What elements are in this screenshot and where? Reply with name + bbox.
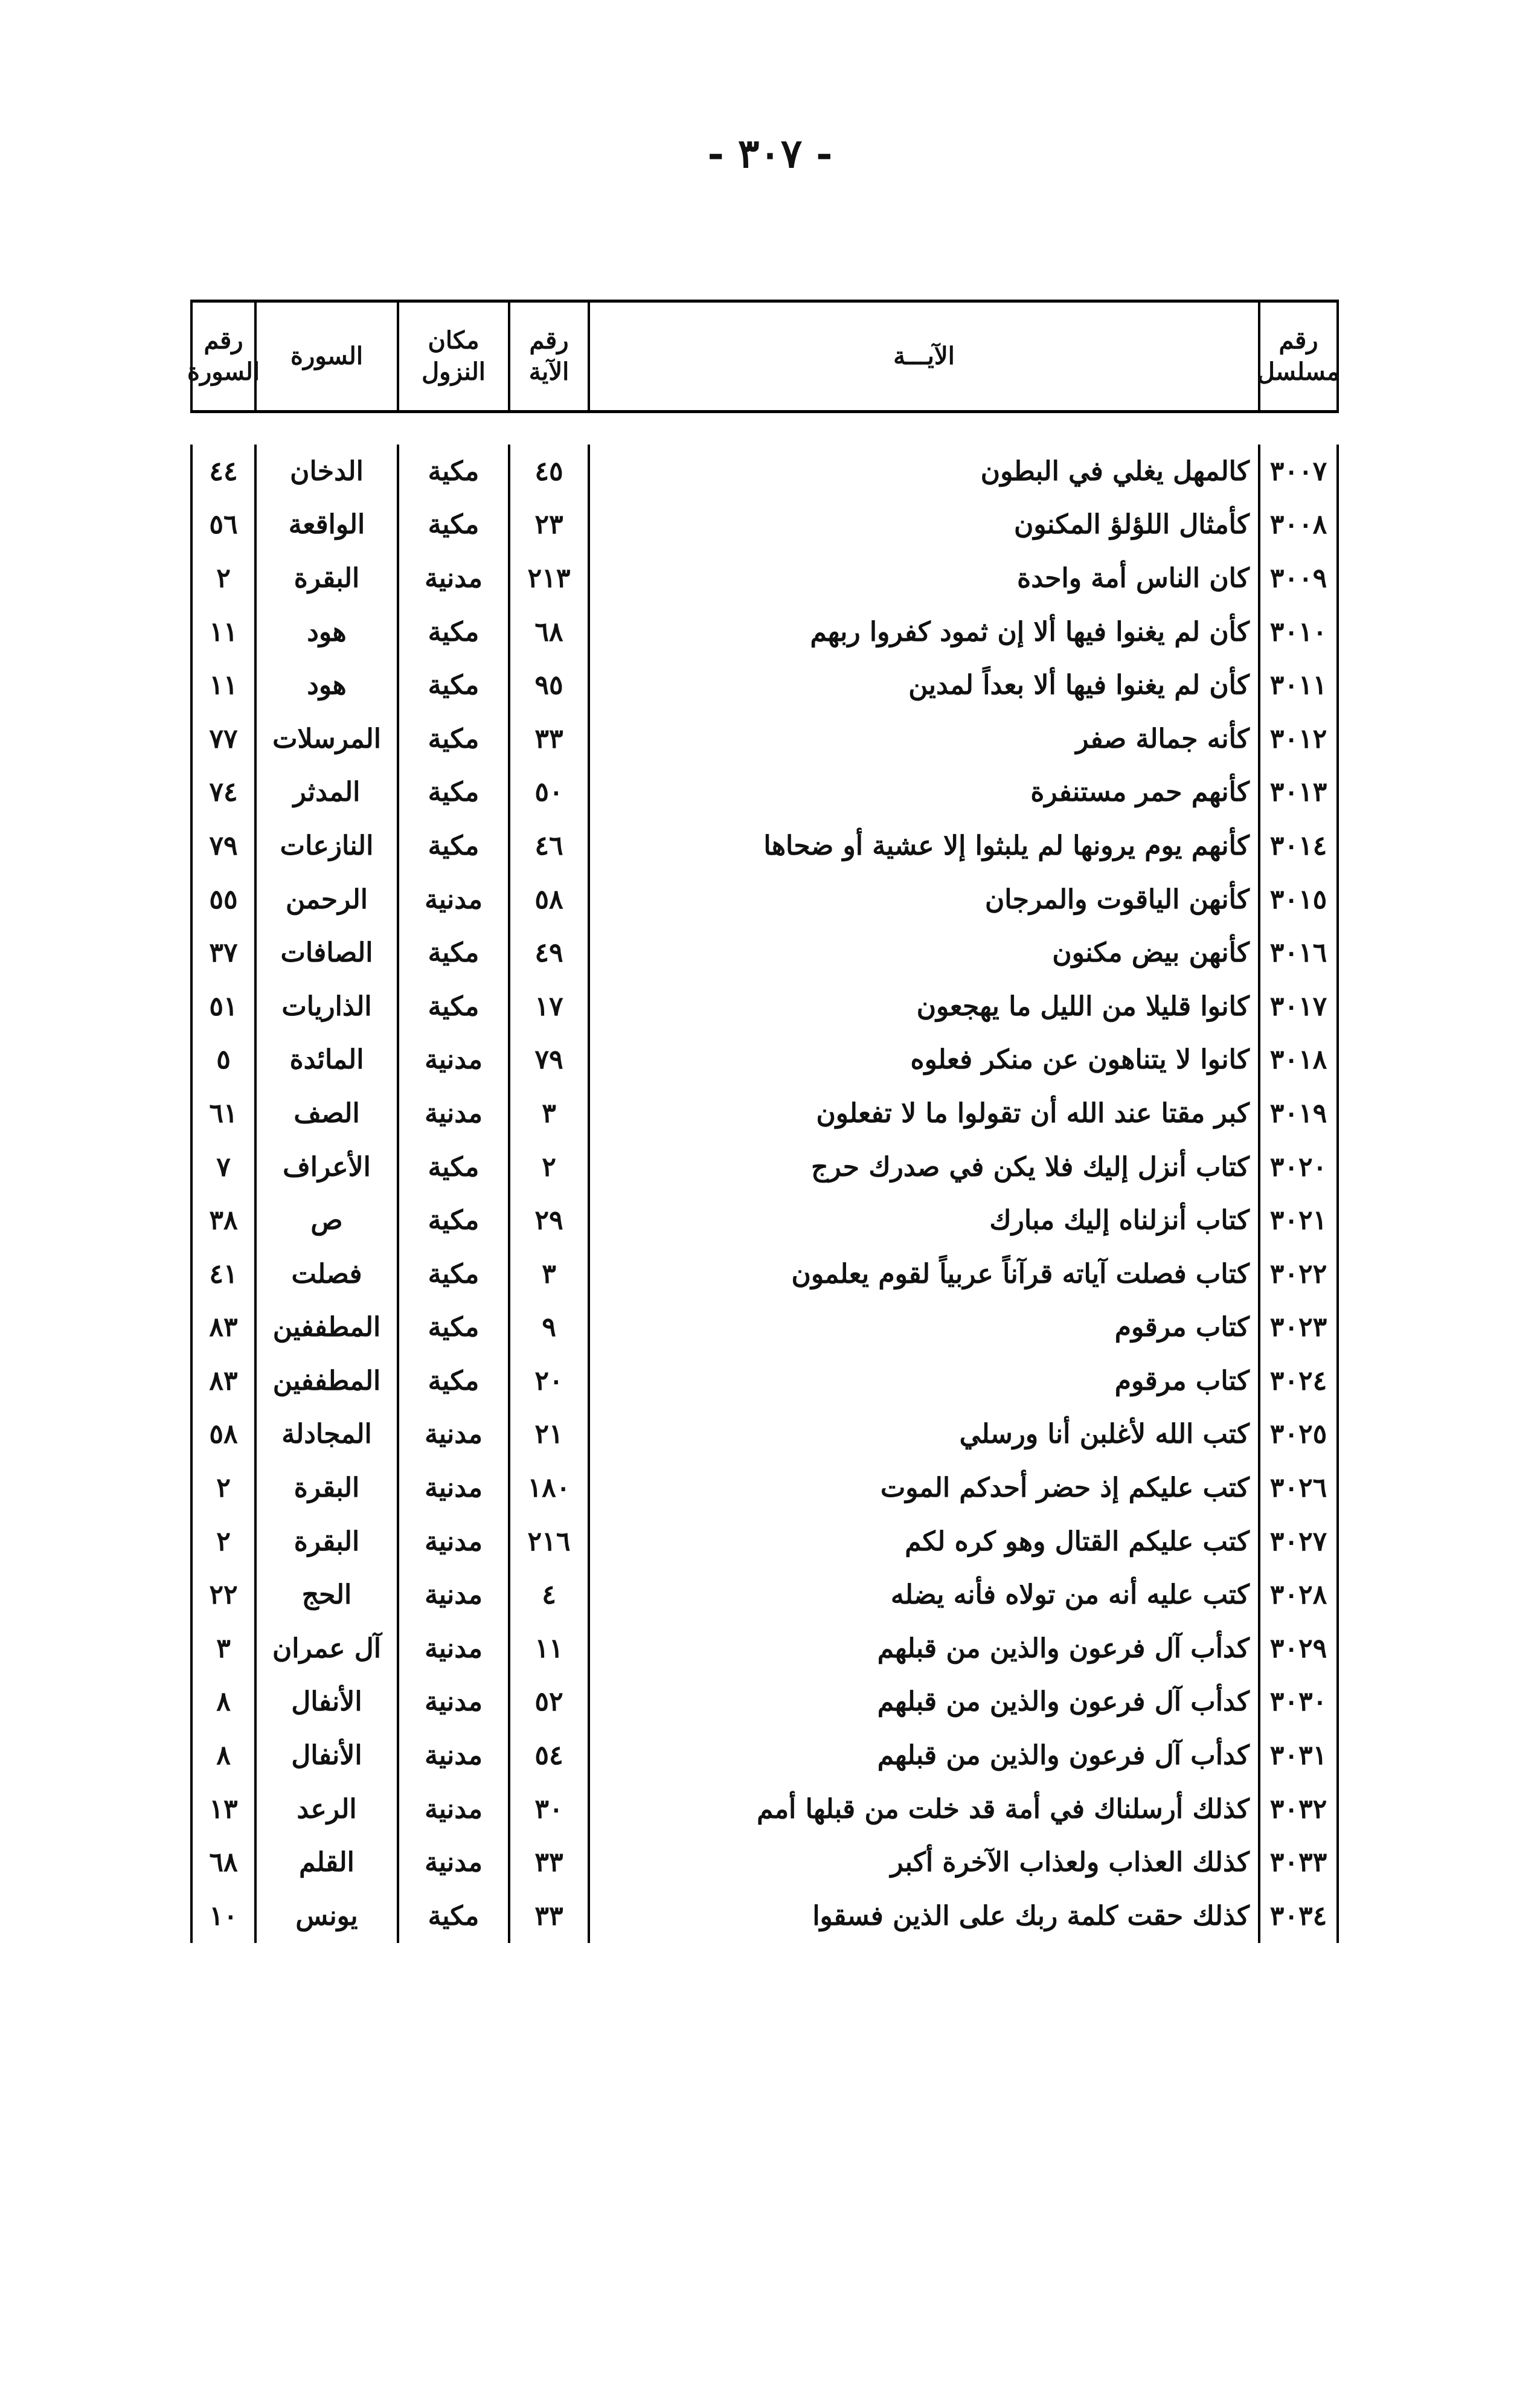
aya-number-cell: ٣ <box>508 1247 588 1301</box>
surah-number-cell: ٧٤ <box>190 766 254 820</box>
header-aya-number: رقم الآية <box>508 303 588 410</box>
verse-cell: كذلك العذاب ولعذاب الآخرة أكبر <box>588 1835 1258 1889</box>
verse-cell: كانوا لا يتناهون عن منكر فعلوه <box>588 1033 1258 1087</box>
serial-cell: ٣٠١١ <box>1258 658 1339 712</box>
revelation-place-cell: مدنية <box>397 1408 508 1462</box>
surah-number-cell: ٤١ <box>190 1247 254 1301</box>
surah-name-cell: هود <box>254 658 397 712</box>
header-verse: الآيـــة <box>588 303 1258 410</box>
table-row <box>190 1087 1339 1140</box>
table-row <box>190 873 1339 926</box>
surah-number-cell: ٨٣ <box>190 1301 254 1355</box>
serial-cell: ٣٠٢٨ <box>1258 1568 1339 1622</box>
verse-cell: كدأب آل فرعون والذين من قبلهم <box>588 1622 1258 1675</box>
table-row <box>190 980 1339 1033</box>
revelation-place-cell: مكية <box>397 605 508 659</box>
table-row <box>190 1622 1339 1675</box>
serial-cell: ٣٠٣٤ <box>1258 1889 1339 1943</box>
surah-number-cell: ١١ <box>190 658 254 712</box>
serial-cell: ٣٠٣٢ <box>1258 1782 1339 1836</box>
verse-cell: كتب عليكم القتال وهو كره لكم <box>588 1515 1258 1569</box>
aya-number-cell: ٦٨ <box>508 605 588 659</box>
surah-name-cell: الرعد <box>254 1782 397 1836</box>
surah-name-cell: الواقعة <box>254 498 397 552</box>
aya-number-cell: ٤٩ <box>508 926 588 980</box>
serial-cell: ٣٠٣٣ <box>1258 1835 1339 1889</box>
surah-name-cell: هود <box>254 605 397 659</box>
aya-number-cell: ٤٥ <box>508 445 588 498</box>
verse-cell: كدأب آل فرعون والذين من قبلهم <box>588 1675 1258 1729</box>
serial-cell: ٣٠١٢ <box>1258 712 1339 766</box>
revelation-place-cell: مكية <box>397 1354 508 1408</box>
table-row <box>190 766 1339 820</box>
serial-cell: ٣٠٢٧ <box>1258 1515 1339 1569</box>
surah-number-cell: ٦١ <box>190 1087 254 1140</box>
revelation-place-cell: مدنية <box>397 1835 508 1889</box>
table-row <box>190 1301 1339 1355</box>
serial-cell: ٣٠٠٩ <box>1258 551 1339 605</box>
verse-cell: كذلك أرسلناك في أمة قد خلت من قبلها أمم <box>588 1782 1258 1836</box>
surah-name-cell: ص <box>254 1193 397 1247</box>
revelation-place-cell: مكية <box>397 1193 508 1247</box>
surah-name-cell: الصافات <box>254 926 397 980</box>
surah-name-cell: البقرة <box>254 1461 397 1515</box>
header-surah: السورة <box>254 303 397 410</box>
table-body <box>190 413 1339 1967</box>
surah-name-cell: النازعات <box>254 819 397 873</box>
revelation-place-cell: مدنية <box>397 1729 508 1782</box>
serial-cell: ٣٠١٥ <box>1258 873 1339 926</box>
verse-cell: كأمثال اللؤلؤ المكنون <box>588 498 1258 552</box>
revelation-place-cell: مكية <box>397 1301 508 1355</box>
verse-cell: كأنهن الياقوت والمرجان <box>588 873 1258 926</box>
aya-number-cell: ٣٣ <box>508 712 588 766</box>
header-revelation-place: مكان النزول <box>397 303 508 410</box>
revelation-place-cell: مكية <box>397 766 508 820</box>
surah-name-cell: القلم <box>254 1835 397 1889</box>
verse-cell: كتب عليكم إذ حضر أحدكم الموت <box>588 1461 1258 1515</box>
revelation-place-cell: مدنية <box>397 1568 508 1622</box>
serial-cell: ٣٠٢٦ <box>1258 1461 1339 1515</box>
serial-cell: ٣٠١٧ <box>1258 980 1339 1033</box>
aya-number-cell: ٥٠ <box>508 766 588 820</box>
table-row <box>190 1889 1339 1943</box>
revelation-place-cell: مدنية <box>397 1675 508 1729</box>
surah-number-cell: ٥٨ <box>190 1408 254 1462</box>
table-row <box>190 1729 1339 1782</box>
verse-cell: كتاب أنزل إليك فلا يكن في صدرك حرج <box>588 1140 1258 1194</box>
verse-cell: كبر مقتا عند الله أن تقولوا ما لا تفعلون <box>588 1087 1258 1140</box>
surah-name-cell: فصلت <box>254 1247 397 1301</box>
surah-number-cell: ٧٩ <box>190 819 254 873</box>
serial-cell: ٣٠١٦ <box>1258 926 1339 980</box>
serial-cell: ٣٠١٤ <box>1258 819 1339 873</box>
verse-cell: كتاب مرقوم <box>588 1354 1258 1408</box>
verse-cell: كان الناس أمة واحدة <box>588 551 1258 605</box>
serial-cell: ٣٠٢١ <box>1258 1193 1339 1247</box>
revelation-place-cell: مكية <box>397 658 508 712</box>
serial-cell: ٣٠٢٠ <box>1258 1140 1339 1194</box>
verse-cell: كأنهن بيض مكنون <box>588 926 1258 980</box>
surah-name-cell: البقرة <box>254 551 397 605</box>
surah-name-cell: المطففين <box>254 1354 397 1408</box>
revelation-place-cell: مدنية <box>397 551 508 605</box>
aya-number-cell: ٢١٦ <box>508 1515 588 1569</box>
surah-name-cell: المرسلات <box>254 712 397 766</box>
table-row <box>190 1782 1339 1836</box>
verse-cell: كأنهم حمر مستنفرة <box>588 766 1258 820</box>
surah-name-cell: الأنفال <box>254 1675 397 1729</box>
table-row <box>190 1408 1339 1462</box>
revelation-place-cell: مكية <box>397 445 508 498</box>
verse-cell: كأن لم يغنوا فيها ألا بعداً لمدين <box>588 658 1258 712</box>
serial-cell: ٣٠٠٨ <box>1258 498 1339 552</box>
verse-cell: كأن لم يغنوا فيها ألا إن ثمود كفروا ربهم <box>588 605 1258 659</box>
header-surah-number: رقم السورة <box>190 303 254 410</box>
table-row <box>190 1247 1339 1301</box>
table-header <box>187 300 1340 413</box>
verse-cell: كتاب أنزلناه إليك مبارك <box>588 1193 1258 1247</box>
revelation-place-cell: مكية <box>397 498 508 552</box>
surah-number-cell: ٢ <box>190 1515 254 1569</box>
surah-number-cell: ٣٧ <box>190 926 254 980</box>
aya-number-cell: ١١ <box>508 1622 588 1675</box>
surah-number-cell: ٣٨ <box>190 1193 254 1247</box>
revelation-place-cell: مكية <box>397 712 508 766</box>
verse-cell: كتب عليه أنه من تولاه فأنه يضله <box>588 1568 1258 1622</box>
surah-name-cell: المطففين <box>254 1301 397 1355</box>
header-serial: رقم مسلسل <box>1258 303 1339 410</box>
surah-name-cell: الرحمن <box>254 873 397 926</box>
revelation-place-cell: مدنية <box>397 1782 508 1836</box>
table-row <box>190 926 1339 980</box>
aya-number-cell: ٤ <box>508 1568 588 1622</box>
surah-name-cell: الأعراف <box>254 1140 397 1194</box>
surah-number-cell: ٥٥ <box>190 873 254 926</box>
serial-cell: ٣٠٢٢ <box>1258 1247 1339 1301</box>
aya-number-cell: ٢٠ <box>508 1354 588 1408</box>
serial-cell: ٣٠٢٣ <box>1258 1301 1339 1355</box>
surah-name-cell: آل عمران <box>254 1622 397 1675</box>
verse-cell: كانوا قليلا من الليل ما يهجعون <box>588 980 1258 1033</box>
aya-number-cell: ٥٢ <box>508 1675 588 1729</box>
table-row <box>190 1193 1339 1247</box>
revelation-place-cell: مكية <box>397 1247 508 1301</box>
verse-cell: كتاب فصلت آياته قرآناً عربياً لقوم يعلمون <box>588 1247 1258 1301</box>
surah-name-cell: المدثر <box>254 766 397 820</box>
surah-number-cell: ٨ <box>190 1729 254 1782</box>
index-table <box>187 300 1340 1967</box>
verse-cell: كذلك حقت كلمة ربك على الذين فسقوا <box>588 1889 1258 1943</box>
serial-cell: ٣٠٠٧ <box>1258 445 1339 498</box>
table-row <box>190 1461 1339 1515</box>
table-row <box>190 1568 1339 1622</box>
serial-cell: ٣٠٢٩ <box>1258 1622 1339 1675</box>
surah-number-cell: ١٠ <box>190 1889 254 1943</box>
serial-cell: ٣٠٢٥ <box>1258 1408 1339 1462</box>
aya-number-cell: ٤٦ <box>508 819 588 873</box>
aya-number-cell: ١٨٠ <box>508 1461 588 1515</box>
aya-number-cell: ٢٣ <box>508 498 588 552</box>
serial-cell: ٣٠٣٠ <box>1258 1675 1339 1729</box>
serial-cell: ٣٠١٩ <box>1258 1087 1339 1140</box>
revelation-place-cell: مكية <box>397 1889 508 1943</box>
surah-name-cell: المائدة <box>254 1033 397 1087</box>
verse-cell: كأنه جمالة صفر <box>588 712 1258 766</box>
table-row <box>190 1033 1339 1087</box>
table-row <box>190 498 1339 552</box>
surah-name-cell: يونس <box>254 1889 397 1943</box>
verse-cell: كالمهل يغلي في البطون <box>588 445 1258 498</box>
surah-number-cell: ٦٨ <box>190 1835 254 1889</box>
table-row <box>190 1835 1339 1889</box>
aya-number-cell: ٣ <box>508 1087 588 1140</box>
table-row <box>190 658 1339 712</box>
surah-name-cell: الأنفال <box>254 1729 397 1782</box>
revelation-place-cell: مكية <box>397 926 508 980</box>
surah-name-cell: البقرة <box>254 1515 397 1569</box>
aya-number-cell: ٢١٣ <box>508 551 588 605</box>
aya-number-cell: ٩ <box>508 1301 588 1355</box>
surah-number-cell: ٢٢ <box>190 1568 254 1622</box>
verse-cell: كأنهم يوم يرونها لم يلبثوا إلا عشية أو ضحاها <box>588 819 1258 873</box>
revelation-place-cell: مدنية <box>397 1461 508 1515</box>
table-row <box>190 445 1339 498</box>
serial-cell: ٣٠٣١ <box>1258 1729 1339 1782</box>
surah-number-cell: ١١ <box>190 605 254 659</box>
surah-name-cell: الحج <box>254 1568 397 1622</box>
aya-number-cell: ٣٠ <box>508 1782 588 1836</box>
table-row <box>190 551 1339 605</box>
aya-number-cell: ٢١ <box>508 1408 588 1462</box>
page-number: - ٣٠٧ - <box>707 130 833 177</box>
aya-number-cell: ٢٩ <box>508 1193 588 1247</box>
table-row <box>190 1354 1339 1408</box>
surah-name-cell: المجادلة <box>254 1408 397 1462</box>
serial-cell: ٣٠١٨ <box>1258 1033 1339 1087</box>
aya-number-cell: ٩٥ <box>508 658 588 712</box>
verse-cell: كتب الله لأغلبن أنا ورسلي <box>588 1408 1258 1462</box>
aya-number-cell: ٢ <box>508 1140 588 1194</box>
surah-name-cell: الدخان <box>254 445 397 498</box>
surah-number-cell: ٥ <box>190 1033 254 1087</box>
verse-cell: كدأب آل فرعون والذين من قبلهم <box>588 1729 1258 1782</box>
revelation-place-cell: مدنية <box>397 873 508 926</box>
serial-cell: ٣٠١٣ <box>1258 766 1339 820</box>
serial-cell: ٣٠٢٤ <box>1258 1354 1339 1408</box>
surah-number-cell: ٥١ <box>190 980 254 1033</box>
surah-number-cell: ١٣ <box>190 1782 254 1836</box>
revelation-place-cell: مكية <box>397 819 508 873</box>
revelation-place-cell: مكية <box>397 1140 508 1194</box>
aya-number-cell: ٥٨ <box>508 873 588 926</box>
surah-number-cell: ٢ <box>190 1461 254 1515</box>
surah-number-cell: ٨٣ <box>190 1354 254 1408</box>
surah-number-cell: ٣ <box>190 1622 254 1675</box>
surah-name-cell: الذاريات <box>254 980 397 1033</box>
revelation-place-cell: مدنية <box>397 1033 508 1087</box>
table-row <box>190 1515 1339 1569</box>
revelation-place-cell: مدنية <box>397 1622 508 1675</box>
aya-number-cell: ٣٣ <box>508 1889 588 1943</box>
table-row <box>190 819 1339 873</box>
surah-number-cell: ٥٦ <box>190 498 254 552</box>
table-row <box>190 605 1339 659</box>
aya-number-cell: ٣٣ <box>508 1835 588 1889</box>
revelation-place-cell: مدنية <box>397 1087 508 1140</box>
surah-name-cell: الصف <box>254 1087 397 1140</box>
surah-number-cell: ٧ <box>190 1140 254 1194</box>
aya-number-cell: ٥٤ <box>508 1729 588 1782</box>
verse-cell: كتاب مرقوم <box>588 1301 1258 1355</box>
revelation-place-cell: مدنية <box>397 1515 508 1569</box>
table-row <box>190 1140 1339 1194</box>
aya-number-cell: ١٧ <box>508 980 588 1033</box>
revelation-place-cell: مكية <box>397 980 508 1033</box>
surah-number-cell: ٢ <box>190 551 254 605</box>
table-row <box>190 1675 1339 1729</box>
serial-cell: ٣٠١٠ <box>1258 605 1339 659</box>
surah-number-cell: ٤٤ <box>190 445 254 498</box>
surah-number-cell: ٨ <box>190 1675 254 1729</box>
table-row <box>190 712 1339 766</box>
surah-number-cell: ٧٧ <box>190 712 254 766</box>
aya-number-cell: ٧٩ <box>508 1033 588 1087</box>
